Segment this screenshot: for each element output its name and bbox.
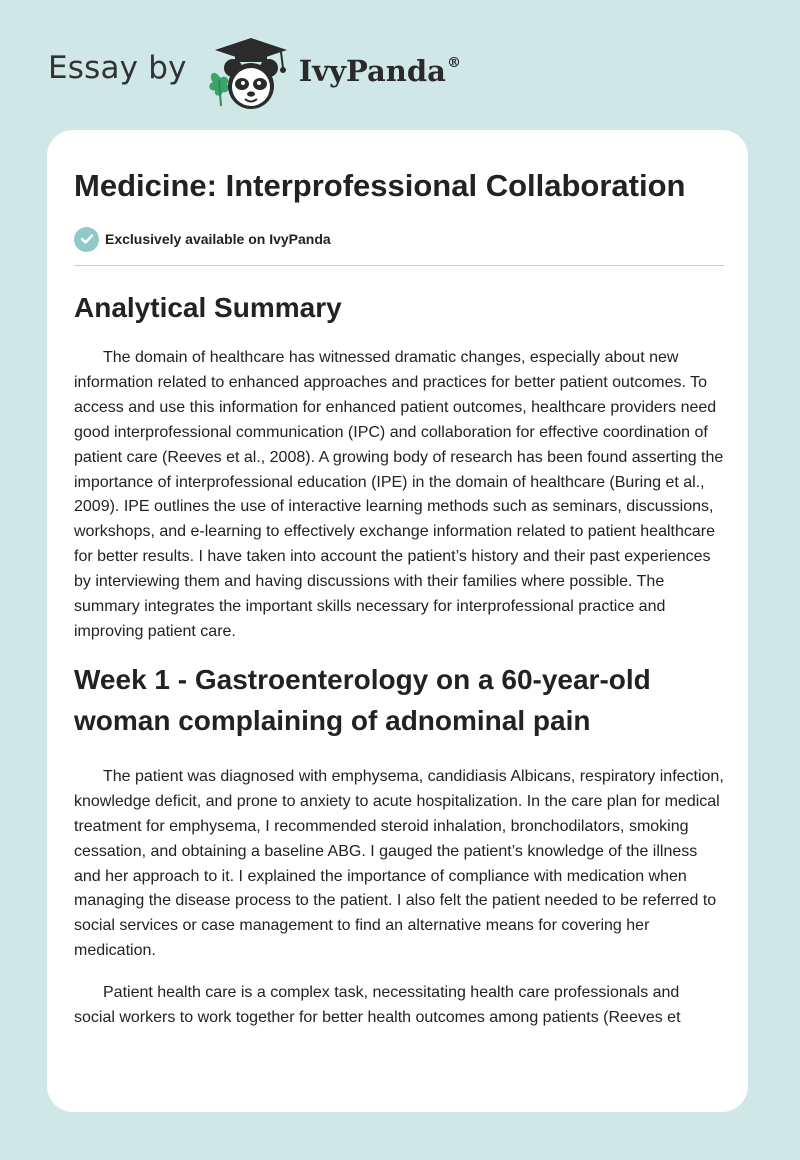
registered-mark: ® [446, 55, 461, 71]
section-heading: Week 1 - Gastroenterology on a 60-year-old woman complaining of adnominal pain [74, 663, 651, 736]
site-header [48, 34, 461, 114]
panda-logo-icon[interactable] [201, 34, 293, 114]
paragraph: The domain of healthcare has witnessed dramatic changes, especially about new information related to enhanced approaches and practices for better patient outcomes. To access and use this information for enhanced patient outcomes, healthcare providers need good interprofessional communication (IPC) and collaboration for effective coordination of patient care (Reeves et al., 2008). A growing body of research has been found asserting the importance of interprofessional education (IPE) in the domain of healthcare (Buring et al., 2009). IPE outlines the use of interactive learning methods such as seminars, discussions, workshops, and e-learning to effectively exchange information related to patient healthcare for better results. I have taken into account the patient’s history and their past experiences by interviewing them and having discussions with their families where possible. The summary integrates the important skills necessary for interprofessional practice and improving patient care. [74, 349, 724, 640]
section-heading: Analytical Summary [74, 292, 342, 323]
paragraph: Patient health care is a complex task, necessitating health care professionals and social workers to work together for better health outcomes among patients (Reeves et [74, 984, 681, 1027]
page-title: Medicine: Interprofessional Collaboration [74, 168, 686, 203]
paragraph: The patient was diagnosed with emphysema, candidiasis Albicans, respiratory infection, knowledge deficit, and prone to anxiety to acute hospitalization. In the care plan for medical treatment for emphysema, I recommended steroid inhalation, bronchodilators, smoking cessation, and obtaining a baseline ABG. I gauged the patient’s knowledge of the illness and her approach to it. I explained the importance of compliance with medication when managing the disease process to the patient. I also felt the patient needed to be referred to social services or case management to find an alternative means for covering her medication. [74, 767, 724, 960]
check-icon [74, 227, 99, 252]
essay-card [47, 130, 748, 1112]
brand-prefix: Essay by [48, 50, 187, 86]
badge-label: Exclusively available on IvyPanda [105, 231, 331, 247]
exclusive-badge [74, 226, 724, 252]
brand-name[interactable]: IvyPanda® [298, 54, 461, 88]
divider [74, 265, 724, 266]
